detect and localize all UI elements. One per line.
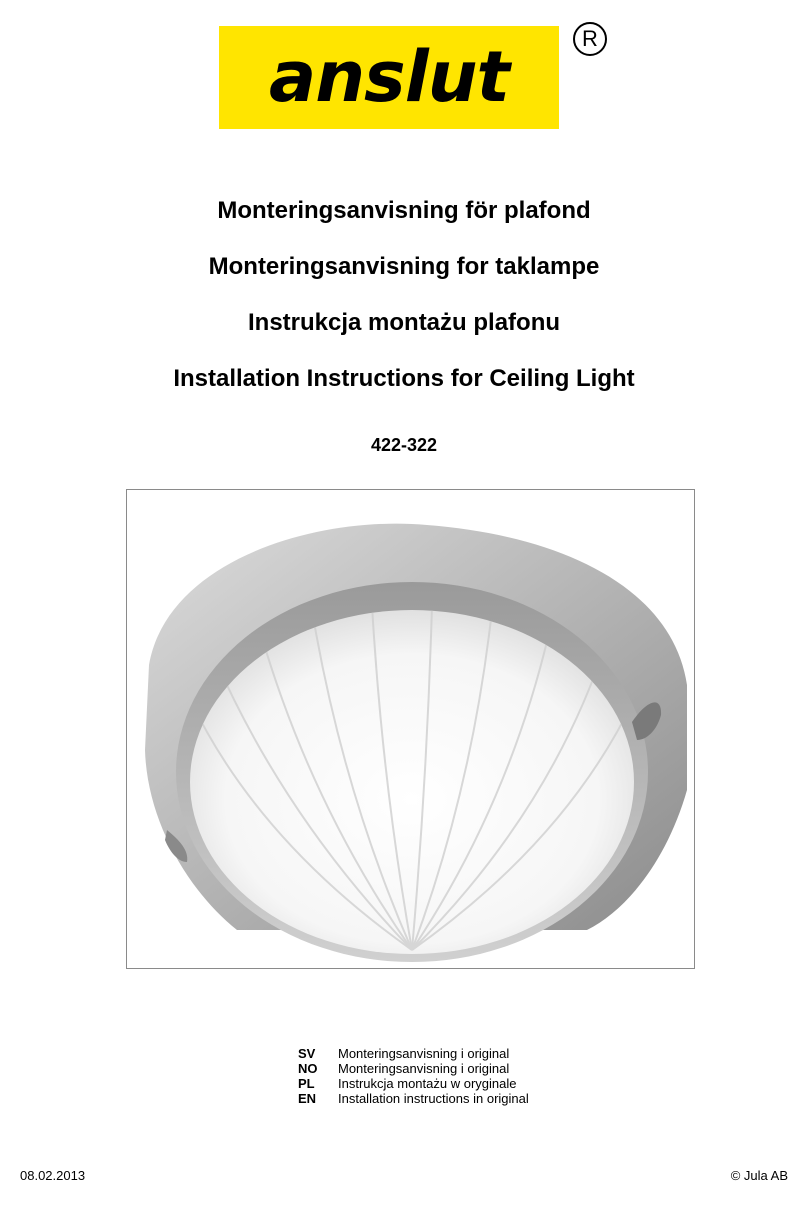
title-norwegian: Monteringsanvisning for taklampe xyxy=(208,253,600,280)
logo-text: anslut xyxy=(268,36,510,118)
title-english: Installation Instructions for Ceiling Light xyxy=(173,365,635,392)
footer-date: 08.02.2013 xyxy=(20,1168,86,1183)
language-code: SV xyxy=(298,1046,316,1061)
brand-logo xyxy=(219,26,559,129)
model-number: 422-322 xyxy=(370,435,438,455)
product-photo xyxy=(126,489,695,969)
language-row xyxy=(298,1046,598,1061)
language-row xyxy=(298,1076,598,1091)
registered-trademark-icon: R xyxy=(573,22,607,56)
language-text: Instrukcja montażu w oryginale xyxy=(338,1076,517,1091)
language-code: PL xyxy=(298,1076,315,1091)
title-swedish: Monteringsanvisning för plafond xyxy=(217,197,591,224)
language-text: Monteringsanvisning i original xyxy=(338,1061,510,1076)
language-text: Monteringsanvisning i original xyxy=(338,1046,510,1061)
glass-dome xyxy=(190,610,634,954)
language-list xyxy=(298,1046,598,1106)
language-text: Installation instructions in original xyxy=(338,1091,529,1106)
language-row xyxy=(298,1061,598,1076)
language-code: NO xyxy=(298,1061,318,1076)
language-row xyxy=(298,1091,598,1106)
footer-copyright: © Jula AB xyxy=(730,1168,788,1183)
ceiling-light-illustration xyxy=(127,490,695,969)
language-code: EN xyxy=(298,1091,317,1106)
title-polish: Instrukcja montażu plafonu xyxy=(247,309,561,336)
